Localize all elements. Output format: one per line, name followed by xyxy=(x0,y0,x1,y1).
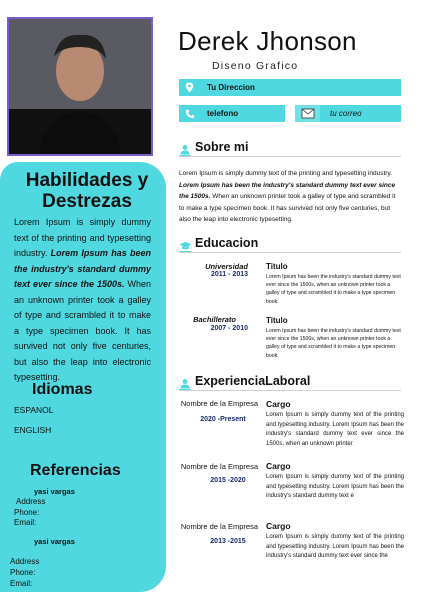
about-text-1: Lorem Ipsum is simply dummy text of the printing and typesetting industry. xyxy=(179,170,393,177)
phone-text: telefono xyxy=(207,109,239,118)
person-icon xyxy=(179,143,191,153)
experience-years: 2020 -Present xyxy=(200,416,246,423)
reference-email: Email: xyxy=(14,518,37,527)
profile-photo-placeholder xyxy=(9,19,151,154)
experience-description: Lorem Ipsum is simply dummy text of the printing and typesetting industry. Lorem Ipsum has been the industry's standard dummy text ever since the 1500s, when an unknown printer xyxy=(266,412,404,447)
skills-title: Habilidades y Destrezas xyxy=(25,170,149,212)
experience-company: Nombre de la Empresa xyxy=(180,522,258,531)
experience-role: Cargo xyxy=(266,461,291,471)
education-divider xyxy=(179,252,401,253)
education-years: 2007 - 2010 xyxy=(210,325,248,332)
about-text-bold: Lorem Ipsum has been the industry's standard dummy text ever since the 1500s. xyxy=(179,181,396,200)
reference-address: Address xyxy=(16,497,46,506)
phone-icon xyxy=(181,105,198,122)
language-item: ENGLISH xyxy=(14,425,52,435)
education-title: Educacion xyxy=(195,236,259,250)
reference-email: Email: xyxy=(10,579,33,588)
experience-company: Nombre de la Empresa xyxy=(180,399,258,408)
reference-name: yasi vargas xyxy=(34,537,75,546)
reference-phone: Phone: xyxy=(14,508,40,517)
education-institution: Universidad xyxy=(205,262,248,271)
experience-title: ExperienciaLaboral xyxy=(195,374,311,388)
graduation-cap-icon xyxy=(179,239,191,249)
experience-role: Cargo xyxy=(266,521,291,531)
about-divider xyxy=(179,156,401,157)
briefcase-icon xyxy=(179,377,191,387)
about-text-2: When an unknown printer took a galley of type and scrambled it to make a type specimen book. It has survived not only five centuries, but also the leap into electronic typesetting. xyxy=(179,193,396,223)
about-title: Sobre mi xyxy=(195,140,249,154)
about-paragraph xyxy=(179,168,401,226)
envelope-icon-box xyxy=(295,105,320,122)
skills-paragraph xyxy=(14,215,151,386)
education-degree-title: Titulo xyxy=(266,262,288,271)
location-icon xyxy=(181,79,198,96)
education-degree-title: Titulo xyxy=(266,316,288,325)
experience-role: Cargo xyxy=(266,399,291,409)
language-item: ESPANOL xyxy=(14,405,54,415)
reference-address: Address xyxy=(10,557,40,566)
reference-phone: Phone: xyxy=(10,568,36,577)
education-description: Lorem Ipsum has been the industry's standard dummy text ever since the 1500s, when an unknown printer took a galley of type and scrambled it to make a type specimen book. xyxy=(266,328,401,359)
reference-name: yasi vargas xyxy=(34,487,75,496)
experience-divider xyxy=(179,390,401,391)
education-institution: Bachillerato xyxy=(193,315,236,324)
envelope-icon xyxy=(295,105,320,122)
references-title: Referencias xyxy=(30,462,121,479)
candidate-role: Diseno Grafico xyxy=(212,60,299,72)
email-text: tu correo xyxy=(330,109,362,118)
candidate-name: Derek Jhonson xyxy=(178,26,357,56)
profile-photo xyxy=(7,17,153,156)
experience-description: Lorem Ipsum is simply dummy text of the printing and typesetting industry. Lorem Ipsum has been the industry's standard dummy text ever since the xyxy=(266,534,404,559)
skills-text-2: When an unknown printer took a galley of type and scrambled it to make a type specimen book. It has survived not only five centuries, but also the leap into electronic typesetting. xyxy=(14,279,151,382)
experience-years: 2013 -2015 xyxy=(210,538,246,545)
experience-years: 2015 -2020 xyxy=(210,477,246,484)
education-years: 2011 - 2013 xyxy=(211,271,248,278)
languages-title: Idiomas xyxy=(32,381,93,398)
experience-company: Nombre de la Empresa xyxy=(180,462,258,471)
address-text: Tu Direccion xyxy=(207,83,255,92)
experience-description: Lorem Ipsum is simply dummy text of the printing and typesetting industry. Lorem Ipsum has been the industry's standard dummy text e xyxy=(266,474,404,499)
skills-text-bold: Lorem Ipsum has been the industry's standard dummy text ever since the 1500s. xyxy=(14,248,151,289)
skills-text-1: Lorem Ipsum is simply dummy text of the printing and typesetting industry. xyxy=(14,217,151,258)
education-description: Lorem Ipsum has been the industry's standard dummy text ever since the 1500s, when an unknown printer took a galley of type and scrambled it to make a type specimen book. xyxy=(266,274,401,305)
